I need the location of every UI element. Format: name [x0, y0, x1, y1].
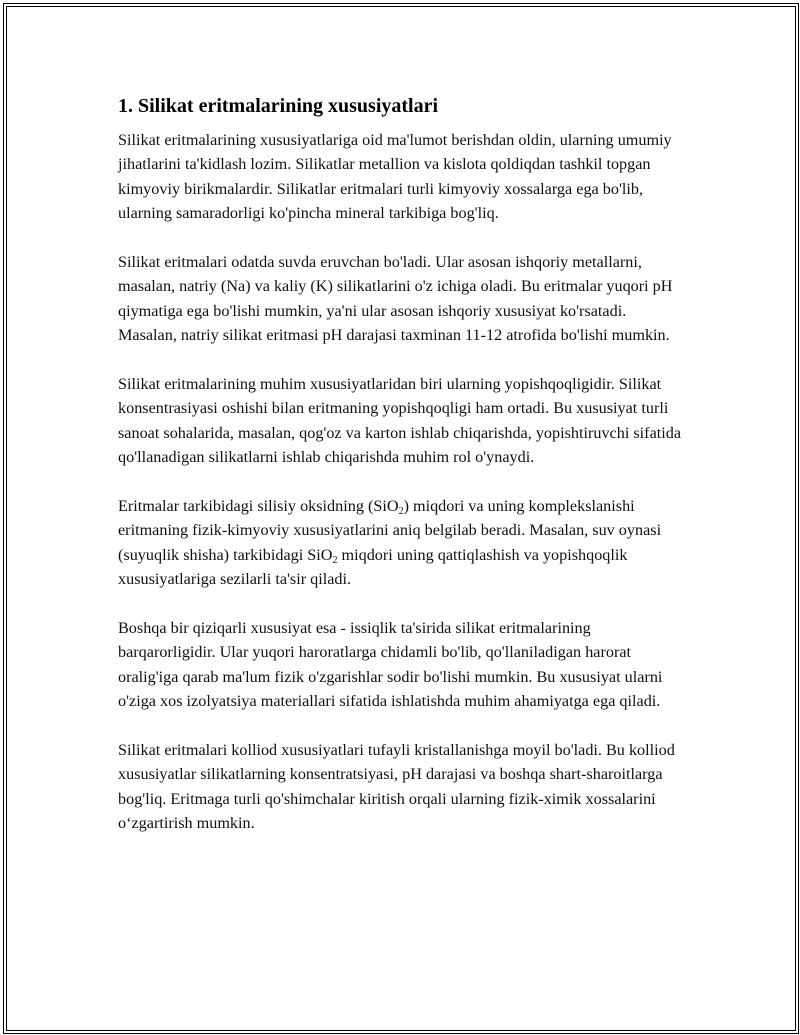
paragraph-1: Silikat eritmalarining xususiyatlariga oid ma'lumot berishdan oldin, ularning umumiy jihatlarini ta'kidlash lozim. Silikatlar metallion va kislota qoldiqdan tashkil topgan kimyoviy birikmalardir. Silikatlar eritmalari turli kimyoviy xossalarga ega bo'lib, ularning samaradorligi ko'pincha mineral tarkibiga bog'liq.: [118, 131, 672, 223]
subscript-2: 2: [398, 506, 404, 518]
paragraph-3: Silikat eritmalarining muhim xususiyatlaridan biri ularning yopishqoqligidir. Silikat konsentrasiyasi oshishi bilan eritmaning yopishqoqligi ham ortadi. Bu xususiyat turli sanoat sohalarida, masalan, qog'oz va karton ishlab chiqarishda, yopishtiruvchi sifatida qo'llanadigan silikatlarni ishlab chiqarishda muhim rol o'ynaydi.: [118, 375, 682, 467]
document-body: [118, 92, 688, 860]
paragraph-4-text-c: miqdori uning qattiqlashish va yopishqoqlik xususiyatlariga sezilarli ta'sir qiladi.: [118, 545, 628, 589]
subscript-2: 2: [332, 554, 338, 566]
paragraph-5: Boshqa bir qiziqarli xususiyat esa - issiqlik ta'sirida silikat eritmalarining barqarorligidir. Ular yuqori haroratlarga chidamli bo'lib, qo'llaniladigan harorat oralig'iga qarab ma'lum fizik o'zgarishlar sodir bo'lishi mumkin. Bu xususiyat ularni o'ziga xos izolyatsiya materiallari sifatida ishlatishda muhim ahamiyatga ega qiladi.: [118, 619, 663, 711]
paragraph-4-text-b: ) miqdori va uning komplekslanishi eritmaning fizik-kimyoviy xususiyatlarini aniq belgilab beradi. Masalan, suv oynasi (suyuqlik shisha) tarkibidagi SiO: [118, 497, 662, 564]
paragraph-6: Silikat eritmalari kolliod xususiyatlari tufayli kristallanishga moyil bo'ladi. Bu kolliod xususiyatlar silikatlarning konsentratsiyasi, pH darajasi va boshqa shart-sharoitlarga bog'liq. Eritmaga turli qo'shimchalar kiritish orqali ularning fizik-ximik xossalarini o‘zgartirish mumkin.: [118, 741, 675, 833]
paragraph-4: [118, 494, 688, 592]
paragraph-4-text-a: Eritmalar tarkibidagi silisiy oksidning (SiO: [118, 497, 399, 516]
paragraph-2: Silikat eritmalari odatda suvda eruvchan bo'ladi. Ular asosan ishqoriy metallarni, masalan, natriy (Na) va kaliy (K) silikatlarini o'z ichiga oladi. Bu eritmalar yuqori pH qiymatiga ega bo'lishi mumkin, ya'ni ular asosan ishqoriy xususiyat ko'rsatadi. Masalan, natriy silikat eritmasi pH darajasi taxminan 11-12 atrofida bo'lishi mumkin.: [118, 253, 673, 345]
section-title: 1. Silikat eritmalarining xususiyatlari: [118, 95, 439, 117]
